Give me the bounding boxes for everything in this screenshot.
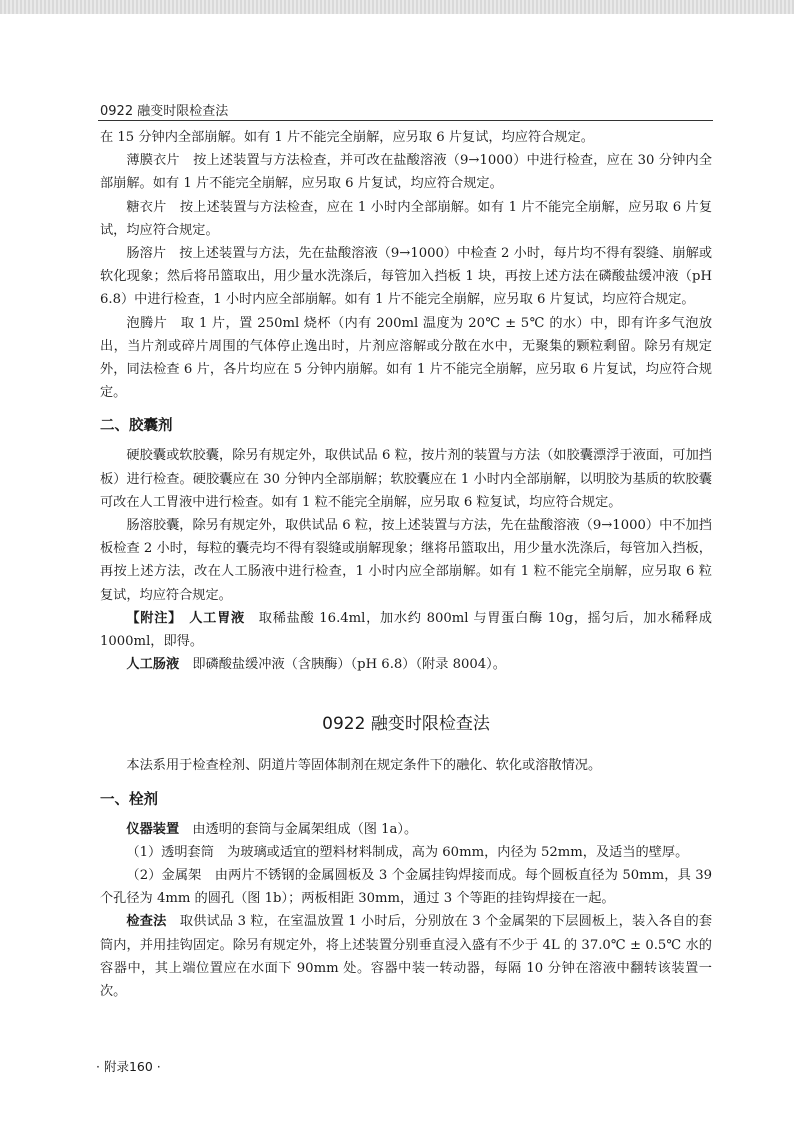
paragraph: 肠溶胶囊，除另有规定外，取供试品 6 粒，按上述装置与方法，先在盐酸溶液（9→1000）中不加挡板检查 2 小时，每粒的囊壳均不得有裂缝或崩解现象；继将吊篮取出，用少量水洗涤后，每管加入挡板，再按上述方法，改在人工肠液中进行检查，1 小时内应全部崩解。如有 1 粒不能完全崩解，应另取 6 粒复试，均应符合规定。 bbox=[100, 518, 712, 603]
paragraph: （1）透明套筒 为玻璃或适宜的塑料材料制成，高为 60mm，内径为 52mm，及适当的壁厚。 bbox=[126, 844, 689, 860]
section-heading: 二、胶囊剂 bbox=[100, 418, 173, 435]
term-label: 肠溶片 bbox=[126, 246, 167, 262]
paragraph: 本法系用于检查栓剂、阴道片等固体制剂在规定条件下的融化、软化或溶散情况。 bbox=[126, 758, 602, 774]
paragraph: 薄膜衣片 按上述装置与方法检查，并可改在盐酸溶液（9→1000）中进行检查，应在 30 分钟内全部崩解。如有 1 片不能完全崩解，应另取 6 片复试，均应符合规定。 bbox=[100, 153, 712, 192]
page-number: · 附录160 · bbox=[96, 1059, 161, 1074]
term-label: 薄膜衣片 bbox=[126, 153, 180, 169]
paragraph: 仪器装置 由透明的套筒与金属架组成（图 1a）。 bbox=[126, 821, 418, 837]
note-label: 【附注】 人工胃液 bbox=[126, 610, 245, 626]
note-paragraph: 人工肠液 即磷酸盐缓冲液（含胰酶）（pH 6.8）（附录 8004）。 bbox=[126, 657, 506, 673]
term-label: 糖衣片 bbox=[126, 199, 167, 215]
term-label: 检查法 bbox=[126, 914, 167, 930]
paragraph: 检查法 取供试品 3 粒，在室温放置 1 小时后，分别放在 3 个金属架的下层圆板上，装入各自的套筒内，并用挂钩固定。除另有规定外，将上述装置分别垂直浸入盛有不少于 4L 的 37.0℃ ± 0.5℃ 水的容器中，其上端位置应在水面下 90mm 处。容器中装一转动器，每隔 10 分钟在溶液中翻转该装置一次。 bbox=[100, 914, 713, 1000]
scan-edge-strip bbox=[0, 0, 794, 14]
paragraph: 泡腾片 取 1 片，置 250ml 烧杯（内有 200ml 温度为 20℃ ± 5℃ 的水）中，即有许多气泡放出，当片剂或碎片周围的气体停止逸出时，片剂应溶解或分散在水中，无聚集的颗粒剩留。除另有规定外，同法检查 6 片，各片均应在 5 分钟内崩解。如有 1 片不能完全崩解，应另取 6 片复试，均应符合规定。 bbox=[100, 315, 713, 401]
paragraph: （2）金属架 由两片不锈钢的金属圆板及 3 个金属挂钩焊接而成。每个圆板直径为 50mm，具 39 个孔径为 4mm 的圆孔（图 1b）；两板相距 30mm，通过 3 个等距的挂钩焊接在一起。 bbox=[100, 868, 712, 907]
paragraph: 糖衣片 按上述装置与方法检查，应在 1 小时内全部崩解。如有 1 片不能完全崩解，应另取 6 片复试，均应符合规定。 bbox=[100, 199, 713, 238]
section-heading: 一、栓剂 bbox=[100, 791, 158, 808]
term-label: 仪器装置 bbox=[126, 821, 180, 837]
page-body bbox=[100, 126, 712, 1003]
paragraph: 在 15 分钟内全部崩解。如有 1 片不能完全崩解，应另取 6 片复试，均应符合规定。 bbox=[100, 130, 594, 145]
section-title: 0922 融变时限检查法 bbox=[322, 714, 490, 735]
paragraph: 肠溶片 按上述装置与方法，先在盐酸溶液（9→1000）中检查 2 小时，每片均不得有裂缝、崩解或软化现象；然后将吊篮取出，用少量水洗涤后，每管加入挡板 1 块，再按上述方法在磷酸盐缓冲液（pH 6.8）中进行检查，1 小时内应全部崩解。如有 1 片不能完全崩解，应另取 6 片复试，均应符合规定。 bbox=[100, 246, 713, 308]
running-header: 0922 融变时限检查法 bbox=[100, 104, 229, 119]
term-label: 泡腾片 bbox=[126, 315, 168, 331]
paragraph: 硬胶囊或软胶囊，除另有规定外，取供试品 6 粒，按片剂的装置与方法（如胶囊漂浮于液面，可加挡板）进行检查。硬胶囊应在 30 分钟内全部崩解；软胶囊应在 1 小时内全部崩解，以明胶为基质的软胶囊可改在人工胃液中进行检查。如有 1 粒不能完全崩解，应另取 6 粒复试，均应符合规定。 bbox=[100, 448, 712, 510]
header-rule bbox=[98, 120, 713, 121]
note-paragraph: 【附注】 人工胃液 取稀盐酸 16.4ml，加水约 800ml 与胃蛋白酶 10g，摇匀后，加水稀释成 1000ml，即得。 bbox=[100, 610, 712, 650]
note-label: 人工肠液 bbox=[126, 657, 180, 673]
